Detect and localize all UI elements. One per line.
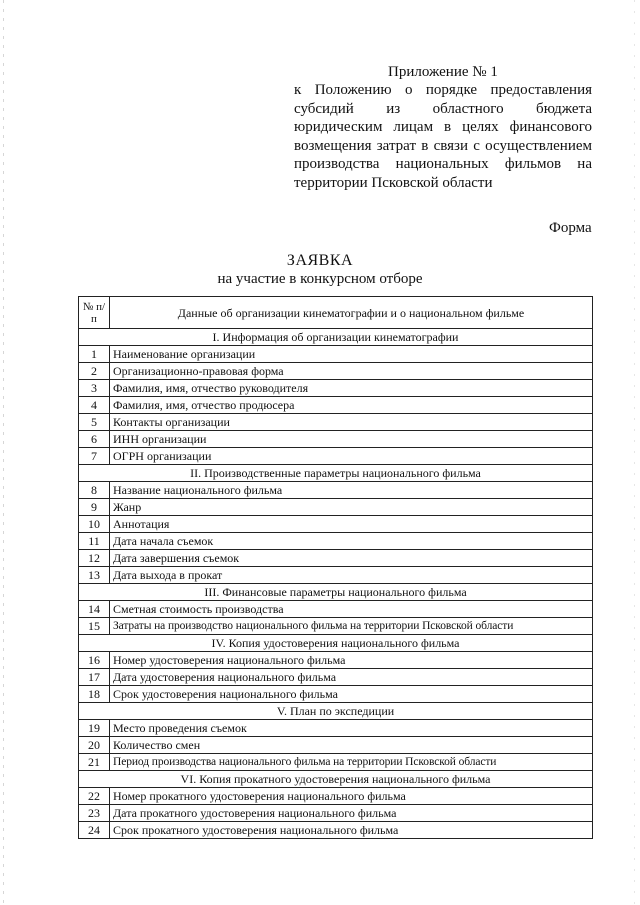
annex-line: возмещения затрат в связи с осуществлением — [294, 137, 592, 154]
row-label: Количество смен — [110, 737, 593, 754]
section-title: VI. Копия прокатного удостоверения национального фильма — [79, 771, 593, 788]
annex-line: юридическим лицам в целях финансового — [294, 119, 592, 135]
section-title: II. Производственные параметры национального фильма — [79, 465, 593, 482]
annex-line: к Положению о порядке предоставления — [294, 82, 592, 98]
row-number: 18 — [79, 686, 110, 703]
row-number: 1 — [79, 346, 110, 363]
table-row — [79, 618, 593, 635]
section-title: IV. Копия удостоверения национального фильма — [79, 635, 593, 652]
row-label: Наименование организации — [110, 346, 593, 363]
row-number: 2 — [79, 363, 110, 380]
row-label: Период производства национального фильма на территории Псковской области — [110, 754, 593, 771]
row-number: 17 — [79, 669, 110, 686]
section-row — [79, 635, 593, 652]
row-label: Номер прокатного удостоверения национального фильма — [110, 788, 593, 805]
row-label: Дата выхода в прокат — [110, 567, 593, 584]
row-label: Контакты организации — [110, 414, 593, 431]
row-number: 7 — [79, 448, 110, 465]
row-number: 14 — [79, 601, 110, 618]
row-label: Номер удостоверения национального фильма — [110, 652, 593, 669]
row-number: 22 — [79, 788, 110, 805]
table-row — [79, 414, 593, 431]
row-label: Дата начала съемок — [110, 533, 593, 550]
table-row — [79, 652, 593, 669]
row-label: Срок прокатного удостоверения национального фильма — [110, 822, 593, 839]
annex-line: производства национальных фильмов на — [294, 156, 592, 172]
column-header-data: Данные об организации кинематографии и о национальном фильме — [110, 297, 593, 329]
row-label: Фамилия, имя, отчество продюсера — [110, 397, 593, 414]
row-label: Фамилия, имя, отчество руководителя — [110, 380, 593, 397]
table-row — [79, 805, 593, 822]
row-number: 13 — [79, 567, 110, 584]
section-title: I. Информация об организации кинематографии — [79, 329, 593, 346]
row-number: 3 — [79, 380, 110, 397]
table-row — [79, 346, 593, 363]
row-label: Срок удостоверения национального фильма — [110, 686, 593, 703]
row-number: 8 — [79, 482, 110, 499]
row-label: Место проведения съемок — [110, 720, 593, 737]
document-title: ЗАЯВКА — [286, 252, 354, 269]
section-title: III. Финансовые параметры национального фильма — [79, 584, 593, 601]
row-label: Организационно-правовая форма — [110, 363, 593, 380]
column-header-number: № п/п — [79, 297, 110, 329]
row-number: 10 — [79, 516, 110, 533]
row-number: 5 — [79, 414, 110, 431]
table-header-row — [79, 297, 593, 329]
row-number: 6 — [79, 431, 110, 448]
section-row — [79, 465, 593, 482]
section-row — [79, 703, 593, 720]
table-row — [79, 822, 593, 839]
document-subtitle: на участие в конкурсном отборе — [217, 271, 423, 287]
table-row — [79, 431, 593, 448]
scan-edge-left — [3, 0, 4, 905]
section-title: V. План по экспедиции — [79, 703, 593, 720]
row-label: Дата прокатного удостоверения национального фильма — [110, 805, 593, 822]
row-number: 9 — [79, 499, 110, 516]
annex-line: субсидий из областного бюджета — [294, 100, 592, 117]
table-row — [79, 482, 593, 499]
table-row — [79, 499, 593, 516]
table-row — [79, 380, 593, 397]
table-row — [79, 533, 593, 550]
row-label: Дата удостоверения национального фильма — [110, 669, 593, 686]
table-row — [79, 397, 593, 414]
annex-reference — [294, 81, 592, 192]
row-number: 12 — [79, 550, 110, 567]
application-table — [78, 296, 593, 839]
row-number: 21 — [79, 754, 110, 771]
annex-line: территории Псковской области — [294, 174, 493, 191]
row-label: Жанр — [110, 499, 593, 516]
table-row — [79, 516, 593, 533]
row-number: 24 — [79, 822, 110, 839]
table-row — [79, 720, 593, 737]
row-label: Аннотация — [110, 516, 593, 533]
section-row — [79, 329, 593, 346]
row-number: 19 — [79, 720, 110, 737]
row-label: ИНН организации — [110, 431, 593, 448]
table-row — [79, 754, 593, 771]
table-row — [79, 550, 593, 567]
row-number: 15 — [79, 618, 110, 635]
table-row — [79, 567, 593, 584]
table-row — [79, 669, 593, 686]
row-number: 20 — [79, 737, 110, 754]
table-row — [79, 363, 593, 380]
table-body — [79, 329, 593, 839]
row-number: 11 — [79, 533, 110, 550]
row-label: Название национального фильма — [110, 482, 593, 499]
row-label: Затраты на производство национального фильма на территории Псковской области — [110, 618, 593, 635]
row-label: Сметная стоимость производства — [110, 601, 593, 618]
row-number: 23 — [79, 805, 110, 822]
row-label: Дата завершения съемок — [110, 550, 593, 567]
form-label: Форма — [549, 220, 592, 236]
table-row — [79, 686, 593, 703]
scan-edge-right — [634, 0, 635, 905]
row-number: 16 — [79, 652, 110, 669]
annex-title: Приложение № 1 — [388, 64, 498, 80]
section-row — [79, 584, 593, 601]
table-row — [79, 737, 593, 754]
row-label: ОГРН организации — [110, 448, 593, 465]
table-row — [79, 601, 593, 618]
table-row — [79, 448, 593, 465]
table-row — [79, 788, 593, 805]
row-number: 4 — [79, 397, 110, 414]
section-row — [79, 771, 593, 788]
